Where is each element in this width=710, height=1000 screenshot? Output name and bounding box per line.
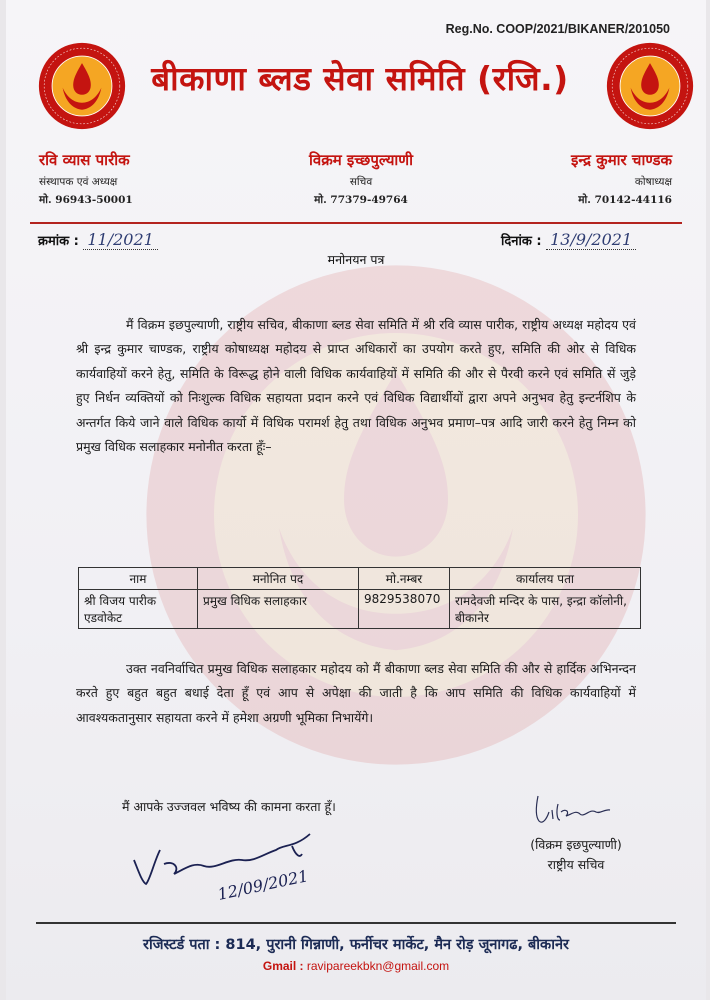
footer-divider: [36, 922, 676, 924]
header-divider: [30, 222, 682, 224]
officer-name: रवि व्यास पारीक: [39, 151, 130, 169]
letter-date: [501, 230, 636, 249]
reference-number: [38, 230, 158, 249]
officer-role: संस्थापक एवं अध्यक्ष: [39, 176, 118, 188]
email-line: [6, 959, 706, 973]
email-address: ravipareekbkn@gmail.com: [306, 959, 450, 973]
officer-name: इन्द्र कुमार चाण्डक: [571, 151, 672, 169]
body-paragraph-3: मैं आपके उज्जवल भविष्य की कामना करता हूँ।: [122, 799, 336, 814]
column-header: मो.नम्बर: [359, 568, 450, 590]
registration-number: Reg.No. COOP/2021/BIKANER/201050: [445, 22, 670, 36]
officer-phone: मो. 70142-44116: [578, 194, 672, 206]
officer-role: सचिव: [349, 176, 373, 188]
table-row: [79, 590, 641, 629]
cell-name: श्री विजय पारीक एडवोकेट: [79, 590, 198, 629]
letter-page: [6, 0, 706, 1000]
date-label: दिनांक :: [501, 234, 542, 249]
cell-mobile: 9829538070: [359, 590, 450, 629]
officer-secretary: [246, 150, 476, 207]
reference-value: 11/2021: [83, 230, 157, 250]
officer-phone: मो. 77379-49764: [314, 194, 408, 206]
column-header: नाम: [79, 568, 198, 590]
letter-title: मनोनयन पत्र: [327, 252, 385, 267]
organization-logo-left: [38, 42, 126, 130]
secretary-signature: [506, 790, 636, 830]
signatory-name: (विक्रम इछपुल्याणी): [530, 837, 622, 852]
date-value: 13/9/2021: [546, 230, 636, 250]
column-header: कार्यालय पता: [450, 568, 641, 590]
signatory-title: राष्ट्रीय सचिव: [547, 857, 605, 872]
signature-date: 12/09/2021: [215, 866, 311, 904]
table-header-row: [79, 568, 641, 590]
body-paragraph-1: मैं विक्रम इछपुल्याणी, राष्ट्रीय सचिव, बीकाणा ब्लड सेवा समिति में श्री रवि व्यास पारीक, राष्ट्रीय अध्यक्ष महोदय एवं श्री इन्द्र कुमार चाण्डक, राष्ट्रीय कोषाध्यक्ष महोदय से प्राप्त अधिकारों का उपयोग करते हुए, समिति की ओर से विधिक कार्यवाहियों करने हेतु, समिति के विरूद्ध होने वाली विधिक कार्यवाहियों में समिति की और से पैरवी करने एवं समिति सें जुड़े हुए निर्धन व्यक्तियों को निःशुल्क विधिक सहायता प्रदान करने एवं विधिक विद्यार्थीयों द्वारा अपने अनुभव हेतु इन्टर्नशिप के अन्तर्गत किये जाने वाले विधिक कार्यो में विधिक परामर्श हेतु तथा विधिक अनुभव प्रमाण–पत्र आदि जारी करने हेतु निम्न को प्रमुख विधिक सलाहकार मनोनीत करता हूँः–: [76, 317, 636, 455]
reference-label: क्रमांक :: [38, 234, 79, 249]
organization-name: बीकाणा ब्लड सेवा समिति (रजि.): [151, 59, 569, 98]
recipient-signature: [124, 820, 344, 910]
registered-address: रजिस्टर्ड पता : 814, पुरानी गिन्नाणी, फर्नीचर मार्केट, मैन रोड़ जूनागढ, बीकानेर: [143, 937, 569, 953]
column-header: मनोनित पद: [198, 568, 359, 590]
organization-logo-right: [606, 42, 694, 130]
officer-role: कोषाध्यक्ष: [634, 176, 672, 188]
officer-name: विक्रम इच्छपुल्याणी: [308, 151, 414, 169]
email-label: Gmail :: [262, 959, 304, 973]
officer-treasurer: [571, 150, 672, 207]
signatory-block: [506, 835, 646, 875]
body-paragraph-2: उक्त नवनिर्वाचित प्रमुख विधिक सलाहकार महोदय को मैं बीकाणा ब्लड सेवा समिति की और से हार्दिक अभिनन्दन करते हुए बहुत बहुत बधाई देता हूँ एवं आप से अपेक्षा की जाती है कि आप समिति की विधिक कार्यवाहियों में आवश्यकतानुसार सहायता करने में हमेशा अग्रणी भूमिका निभायेंगे।: [76, 661, 636, 725]
cell-post: प्रमुख विधिक सलाहकार: [198, 590, 359, 629]
cell-address: रामदेवजी मन्दिर के पास, इन्द्रा कॉलोनी, बीकानेर: [450, 590, 641, 629]
officer-phone: मो. 96943-50001: [39, 194, 133, 206]
officer-president: [39, 150, 133, 207]
nomination-table: [78, 567, 641, 629]
